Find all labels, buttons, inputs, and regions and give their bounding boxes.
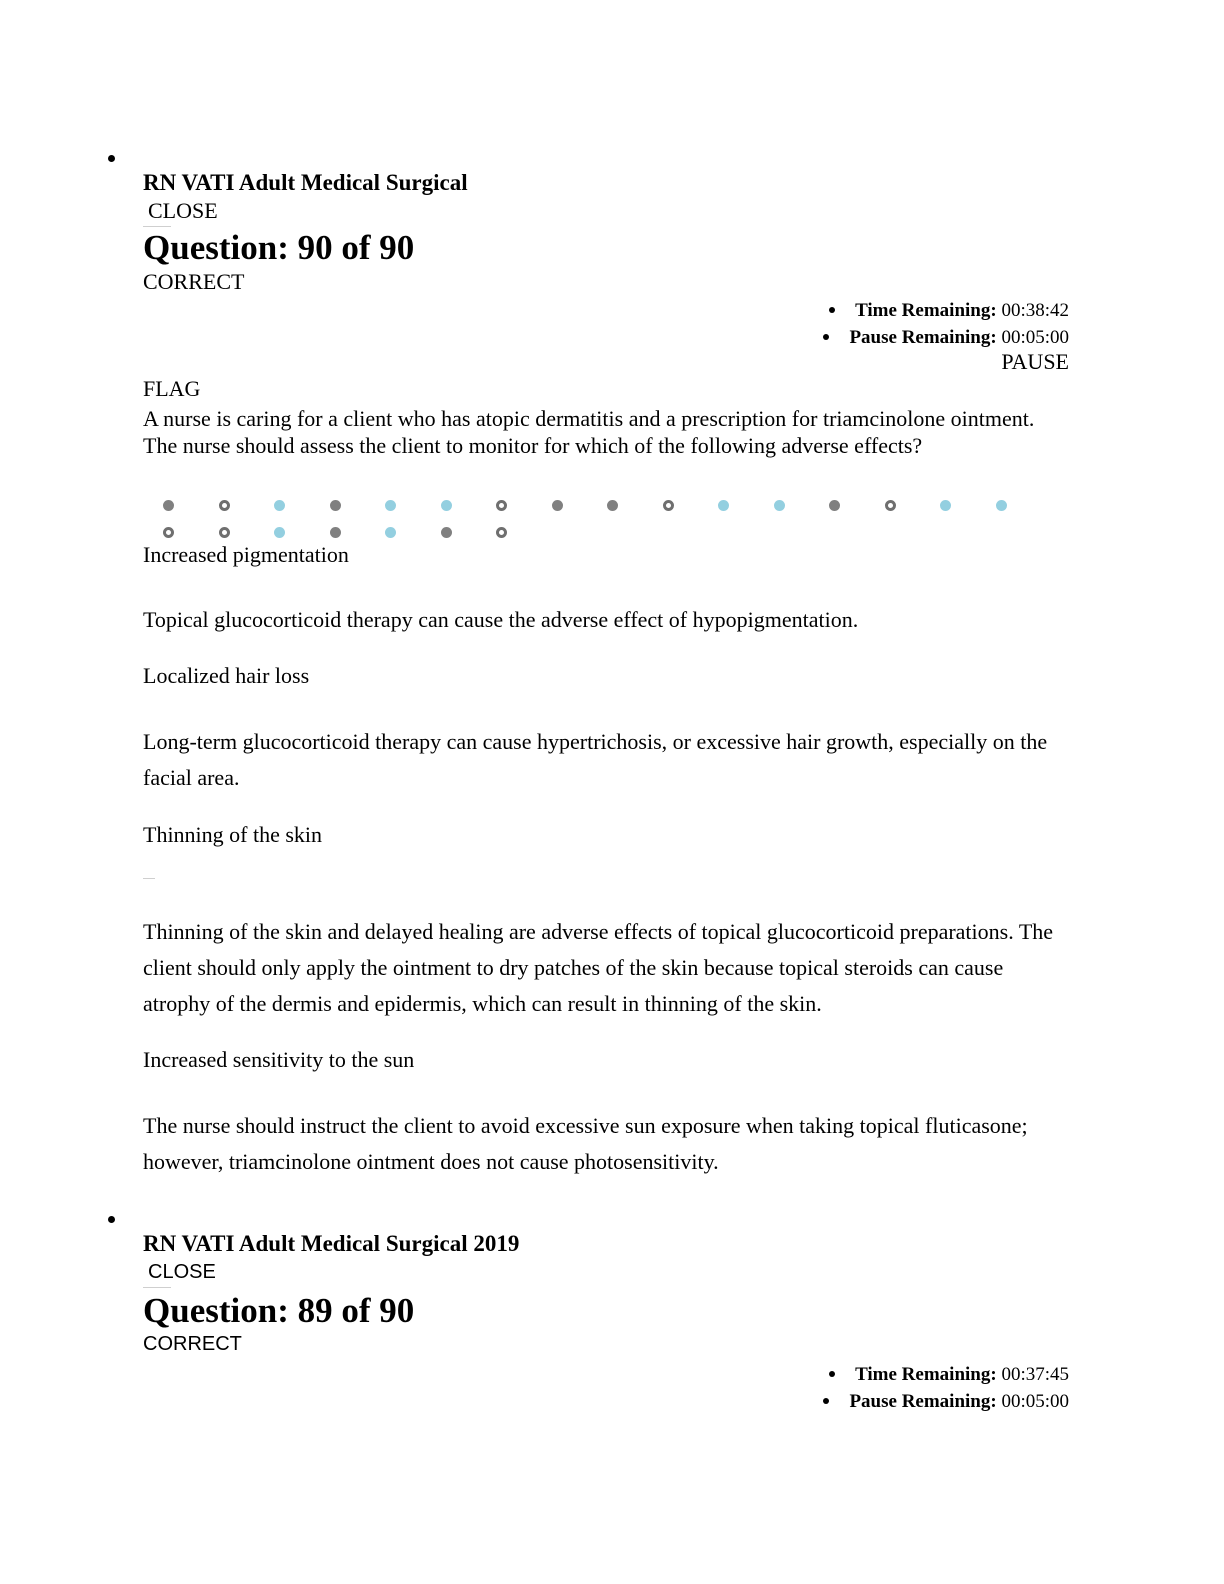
answer-option[interactable]: Thinning of the skin [143,822,323,847]
time-remaining-label: Time Remaining: [855,1364,997,1385]
course-title: RN VATI Adult Medical Surgical [143,170,468,195]
question-nav-dot[interactable] [274,527,285,538]
close-underline [143,1287,171,1288]
course-title: RN VATI Adult Medical Surgical 2019 [143,1231,520,1256]
pause-remaining-label: Pause Remaining: [849,327,997,348]
question-nav-dot[interactable] [219,500,230,511]
question-nav-dot[interactable] [940,500,951,511]
answer-option[interactable]: Localized hair loss [143,663,310,688]
question-nav-dot[interactable] [885,500,896,511]
pause-remaining-label: Pause Remaining: [849,1391,997,1412]
time-remaining [829,1364,1069,1386]
list-bullet [108,1216,115,1223]
question-number: Question: 90 of 90 [143,228,415,267]
time-remaining-value: 00:38:42 [1001,300,1069,321]
question-nav-dot[interactable] [829,500,840,511]
question-nav-dot[interactable] [774,500,785,511]
question-text: A nurse is caring for a client who has atopic dermatitis and a prescription for triamcinolone ointment. The nurse should assess the client to monitor for which of the following adverse effects? [143,406,1035,458]
list-bullet [823,334,829,340]
list-bullet [829,307,835,313]
close-button[interactable]: CLOSE [148,198,218,223]
question-nav-dot[interactable] [496,500,507,511]
question-navigator [163,500,1023,540]
question-nav-dot[interactable] [552,500,563,511]
flag-button[interactable]: FLAG [143,376,201,401]
question-nav-dot[interactable] [996,500,1007,511]
answer-option[interactable]: Increased sensitivity to the sun [143,1047,415,1072]
option-rationale: Topical glucocorticoid therapy can cause the adverse effect of hypopigmentation. [143,607,859,632]
question-number: Question: 89 of 90 [143,1291,415,1330]
option-rationale: Long-term glucocorticoid therapy can cause hypertrichosis, or excessive hair growth, especially on the facial area. [143,729,1048,790]
list-bullet [108,155,115,162]
option-rationale: Thinning of the skin and delayed healing are adverse effects of topical glucocorticoid preparations. The client should only apply the ointment to dry patches of the skin because topical steroids can cause atrophy of the dermis and epidermis, which can result in thinning of the skin. [143,919,1054,1016]
answer-status: CORRECT [143,269,245,294]
question-nav-dot[interactable] [718,500,729,511]
answer-option[interactable]: Increased pigmentation [143,542,349,567]
option-rationale: The nurse should instruct the client to avoid excessive sun exposure when taking topical fluticasone; however, triamcinolone ointment does not cause photosensitivity. [143,1113,1028,1174]
time-remaining [829,300,1069,322]
question-nav-dot[interactable] [330,527,341,538]
pause-button[interactable]: PAUSE [1001,349,1069,374]
question-nav-dot[interactable] [385,527,396,538]
question-nav-dot[interactable] [441,500,452,511]
pause-remaining [823,1391,1069,1413]
question-nav-dot[interactable] [330,500,341,511]
time-remaining-value: 00:37:45 [1001,1364,1069,1385]
question-nav-dot[interactable] [385,500,396,511]
pause-remaining [823,327,1069,349]
question-nav-dot[interactable] [163,500,174,511]
question-nav-dot[interactable] [219,527,230,538]
option-marker [143,878,155,879]
question-nav-dot[interactable] [274,500,285,511]
question-nav-dot[interactable] [607,500,618,511]
question-nav-dot[interactable] [441,527,452,538]
list-bullet [829,1371,835,1377]
question-nav-dot[interactable] [163,527,174,538]
pause-remaining-value: 00:05:00 [1001,1391,1069,1412]
close-underline [143,226,171,227]
answer-status: CORRECT [143,1333,242,1355]
close-button[interactable]: CLOSE [148,1261,216,1283]
question-nav-dot[interactable] [663,500,674,511]
time-remaining-label: Time Remaining: [855,300,997,321]
list-bullet [823,1398,829,1404]
question-nav-dot[interactable] [496,527,507,538]
pause-remaining-value: 00:05:00 [1001,327,1069,348]
